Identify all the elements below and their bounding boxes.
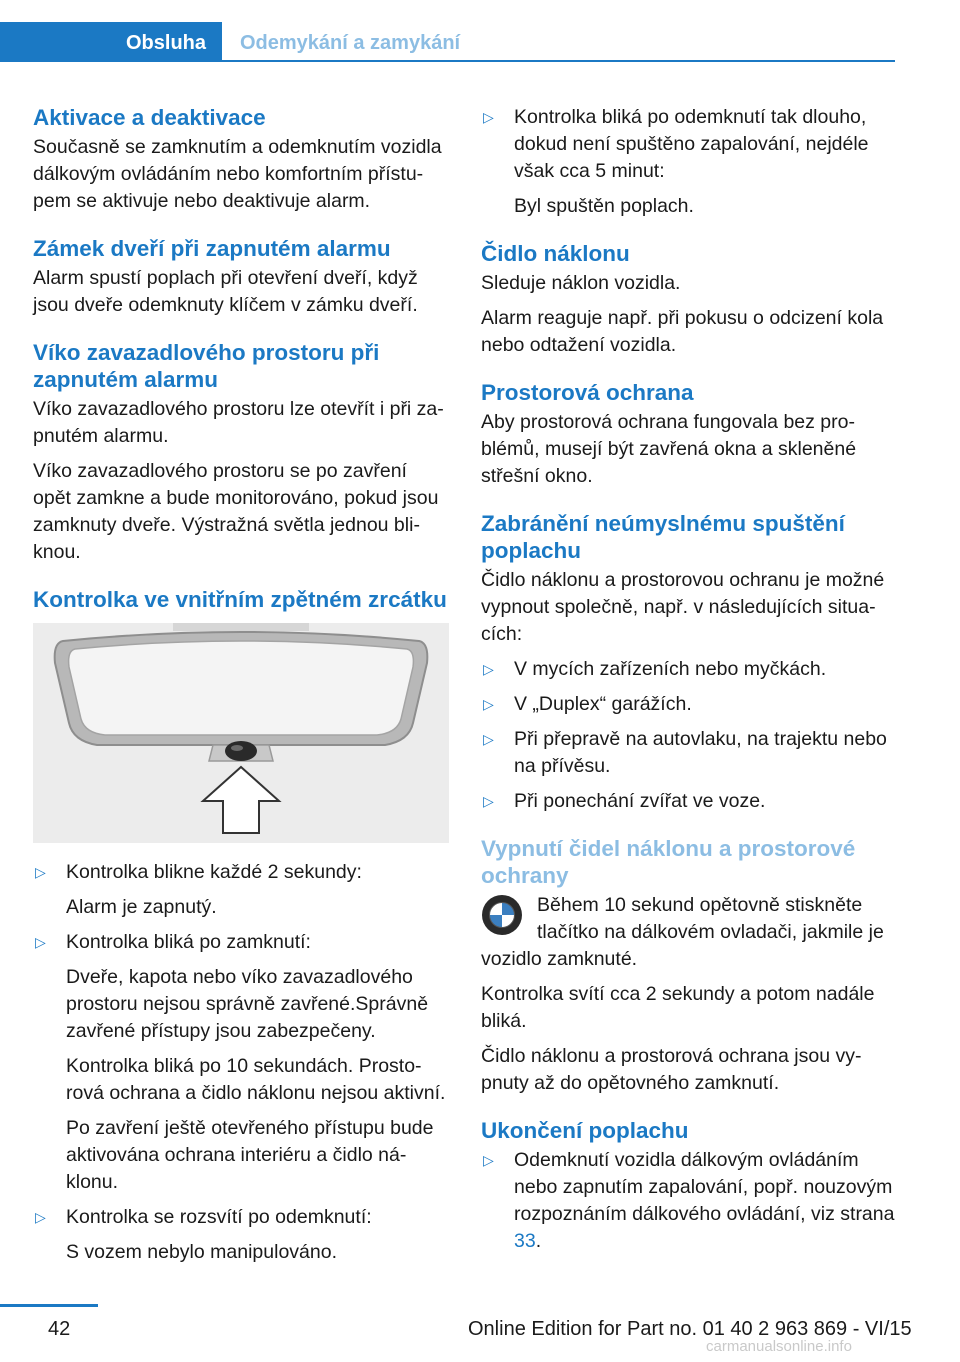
list-item-subtext: Kontrolka bliká po 10 sekundách. Prosto-rová ochrana a čidlo náklonu nejsou aktivní. <box>66 1055 446 1104</box>
mirror-figure <box>33 623 449 843</box>
list-item-subtext: Dveře, kapota nebo víko zavazadlového prostoru nejsou správně zavřené.Správně zavřené přístupy jsou zabezpečeny. <box>66 966 429 1042</box>
list-item <box>481 104 896 220</box>
text-trunk-lid-2: Víko zavazadlového prostoru se po zavření opět zamkne a bude monitorováno, pokud jsou zamknuty dveře. Výstražná světla jednou bli-knou. <box>33 460 439 563</box>
heading-activation: Aktivace a deaktivace <box>33 105 266 130</box>
header-divider <box>222 60 895 62</box>
triangle-bullet-icon: ▷ <box>35 1209 46 1225</box>
list-item <box>33 929 449 1196</box>
list-item-subtext: Alarm je zapnutý. <box>66 896 217 918</box>
text-tilt-sensor-2: Alarm reaguje např. při pokusu o odcizení kola nebo odtažení vozidla. <box>481 307 884 356</box>
list-item <box>481 1147 896 1255</box>
list-item-text: Kontrolka bliká po odemknutí tak dlouho, dokud není spuštěno zapalování, nejdéle však cca 5 minut: <box>514 106 869 182</box>
section-disable-sensors <box>481 835 896 1097</box>
list-item-text: V „Duplex“ garážích. <box>514 693 692 715</box>
edition-info: Online Edition for Part no. 01 40 2 963 869 - VI/15 <box>468 1318 912 1340</box>
list-item-text: Kontrolka blikne každé 2 sekundy: <box>66 861 362 883</box>
list-item-text: Při ponechání zvířat ve voze. <box>514 790 766 812</box>
text-door-lock: Alarm spustí poplach při otevření dveří, když jsou dveře odemknuty klíčem v zámku dveří. <box>33 267 418 316</box>
left-column <box>33 104 449 1274</box>
text-disable-sensors-3: Čidlo náklonu a prostorová ochrana jsou vy-pnuty až do opětovného zamknutí. <box>481 1045 862 1094</box>
triangle-bullet-icon: ▷ <box>483 661 494 677</box>
list-item-text: Kontrolka se rozsvítí po odemknutí: <box>66 1206 372 1228</box>
mirror-illustration <box>33 623 449 843</box>
footer-divider <box>0 1304 98 1307</box>
text-disable-sensors-1: Během 10 sekund opětovně stiskněte tlačítko na dálkovém ovladači, jakmile je vozidlo zamknuté. <box>481 894 884 970</box>
text-interior-protection: Aby prostorová ochrana fungovala bez pro-blémů, musejí být zavřená okna a skleněné střešní okno. <box>481 411 857 487</box>
page-number: 42 <box>48 1318 71 1340</box>
header-bar <box>0 22 895 62</box>
end-alarm-text: Odemknutí vozidla dálkovým ovládáním nebo zapnutím zapalování, popř. nouzovým rozpoznáním dálkového ovládání, viz strana <box>514 1149 895 1225</box>
bmw-logo-icon <box>481 894 523 936</box>
text-prevent-alarm: Čidlo náklonu a prostorovou ochranu je možné vypnout společně, např. v následujících situa-cích: <box>481 569 885 645</box>
triangle-bullet-icon: ▷ <box>483 731 494 747</box>
triangle-bullet-icon: ▷ <box>483 793 494 809</box>
heading-indicator: Kontrolka ve vnitřním zpětném zrcátku <box>33 587 447 612</box>
text-trunk-lid-1: Víko zavazadlového prostoru lze otevřít i při za-pnutém alarmu. <box>33 398 444 447</box>
page-link[interactable]: 33 <box>514 1230 536 1252</box>
section-activation <box>33 104 449 215</box>
tab-obsluha[interactable]: Obsluha <box>0 22 222 62</box>
section-tilt-sensor <box>481 240 896 359</box>
list-item <box>481 726 896 780</box>
heading-prevent-alarm: Zabránění neúmyslnému spuštění poplachu <box>481 511 845 563</box>
section-prevent-alarm <box>481 510 896 815</box>
section-door-lock <box>33 235 449 319</box>
triangle-bullet-icon: ▷ <box>35 934 46 950</box>
list-item-subtext: Byl spuštěn poplach. <box>514 195 694 217</box>
list-item-subtext: Po zavření ještě otevřeného přístupu bude aktivována ochrana interiéru a čidlo ná-klonu. <box>66 1117 434 1193</box>
watermark: carmanualsonline.info <box>706 1338 852 1355</box>
heading-trunk-lid: Víko zavazadlového prostoru při zapnutém alarmu <box>33 340 380 392</box>
list-item <box>33 1204 449 1266</box>
triangle-bullet-icon: ▷ <box>483 1152 494 1168</box>
heading-tilt-sensor: Čidlo náklonu <box>481 241 630 266</box>
heading-door-lock: Zámek dveří při zapnutém alarmu <box>33 236 391 261</box>
bmw-paragraph <box>481 892 896 973</box>
list-item <box>481 656 896 683</box>
heading-end-alarm: Ukončení poplachu <box>481 1118 689 1143</box>
right-column <box>481 104 896 1263</box>
section-end-alarm <box>481 1117 896 1255</box>
text-disable-sensors-2: Kontrolka svítí cca 2 sekundy a potom nadále bliká. <box>481 983 875 1032</box>
list-item <box>481 788 896 815</box>
list-item-text: V mycích zařízeních nebo myčkách. <box>514 658 827 680</box>
section-indicator <box>33 586 449 1266</box>
list-item-text: Kontrolka bliká po zamknutí: <box>66 931 311 953</box>
text-tilt-sensor-1: Sleduje náklon vozidla. <box>481 272 681 294</box>
section-interior-protection <box>481 379 896 490</box>
list-item <box>33 859 449 921</box>
list-item-text: Při přepravě na autovlaku, na trajektu nebo na přívěsu. <box>514 728 887 777</box>
list-item <box>481 691 896 718</box>
section-trunk-lid <box>33 339 449 566</box>
end-alarm-period: . <box>535 1230 542 1252</box>
triangle-bullet-icon: ▷ <box>35 864 46 880</box>
heading-interior-protection: Prostorová ochrana <box>481 380 694 405</box>
text-activation: Současně se zamknutím a odemknutím vozidla dálkovým ovládáním nebo komfortním přístu-pem se aktivuje nebo deaktivuje alarm. <box>33 136 442 212</box>
heading-disable-sensors: Vypnutí čidel náklonu a prostorové ochrany <box>481 836 856 888</box>
list-item-subtext: S vozem nebylo manipulováno. <box>66 1241 337 1263</box>
tab-odemykani[interactable]: Odemykání a zamykání <box>240 32 461 54</box>
triangle-bullet-icon: ▷ <box>483 696 494 712</box>
list-item-text <box>514 1147 896 1255</box>
triangle-bullet-icon: ▷ <box>483 109 494 125</box>
